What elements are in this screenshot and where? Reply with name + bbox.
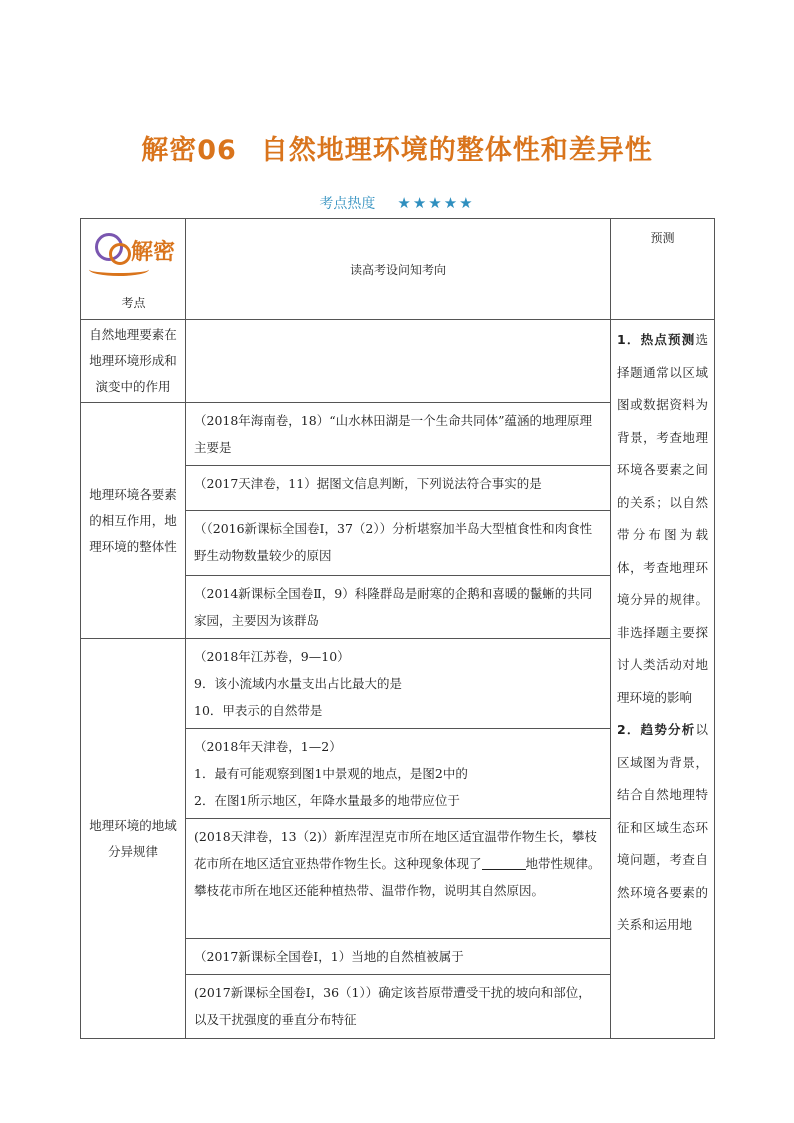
- heat-label: 考点热度: [319, 196, 376, 212]
- decode-badge: 解密: [87, 229, 185, 281]
- header-prediction: 预测: [611, 219, 715, 320]
- question-row: (2017新课标全国卷Ⅰ，36（1））确定该苔原带遭受干扰的坡向和部位，以及干扰强度的垂直分布特征: [186, 975, 611, 1039]
- title-number: 解密06: [141, 135, 237, 166]
- question-row: （2018年江苏卷，9—10） 9．该小流域内水量支出占比最大的是 10．甲表示的自然带是: [186, 639, 611, 729]
- header-kaodian: 考点: [121, 296, 146, 310]
- header-question: 读高考设问知考向: [186, 219, 611, 320]
- question-row: （2017天津卷，11）据图文信息判断，下列说法符合事实的是: [186, 466, 611, 511]
- page-title: [0, 128, 794, 167]
- question-row: （2018年海南卷，18）“山水林田湖是一个生命共同体”蕴涵的地理原理主要是: [186, 403, 611, 466]
- title-text: 自然地理环境的整体性和差异性: [260, 135, 653, 166]
- prediction-heading-2: 2．趋势分析: [617, 722, 696, 737]
- star-rating: ★★★★★: [397, 194, 475, 212]
- category-3: 地理环境的地域分异规律: [81, 639, 186, 1039]
- category-1: 自然地理要素在地理环境形成和演变中的作用: [81, 320, 186, 403]
- question-row: （（2016新课标全国卷Ⅰ，37（2））分析堪察加半岛大型植食性和肉食性野生动物数量较少的原因: [186, 511, 611, 576]
- question-row: (2018天津卷，13（2)）新库涅涅克市所在地区适宜温带作物生长，攀枝花市所在地区适宜亚热带作物生长。这种现象体现了 地带性规律。攀枝花市所在地区还能种植热带、温带作物，说明其自然原因。: [186, 819, 611, 939]
- category-2: 地理环境各要素的相互作用，地理环境的整体性: [81, 403, 186, 639]
- question-row: （2018年天津卷，1—2） 1．最有可能观察到图1中景观的地点，是图2中的 2．在图1所示地区，年降水量最多的地带应位于: [186, 729, 611, 819]
- heat-rating: [0, 193, 794, 213]
- answer-blank: [482, 855, 526, 870]
- prediction-text-1: 选择题通常以区域图或数据资料为背景，考查地理环境各要素之间的关系；以自然带分布图为载体，考查地理环境分异的规律。非选择题主要探讨人类活动对地理环境的影响: [617, 332, 708, 705]
- question-row: （2014新课标全国卷Ⅱ，9）科隆群岛是耐寒的企鹅和喜暖的鬣蜥的共同家园，主要因为该群岛: [186, 576, 611, 639]
- category-1-questions: [186, 320, 611, 403]
- prediction-cell: [611, 320, 715, 1039]
- header-kaodian-cell: [81, 219, 186, 320]
- question-row: （2017新课标全国卷Ⅰ，1）当地的自然植被属于: [186, 939, 611, 975]
- exam-table: [80, 218, 715, 1039]
- prediction-heading-1: 1．热点预测: [617, 332, 696, 347]
- prediction-text-2: 以区域图为背景，结合自然地理特征和区域生态环境问题，考查自然环境各要素的关系和运用地: [617, 722, 708, 932]
